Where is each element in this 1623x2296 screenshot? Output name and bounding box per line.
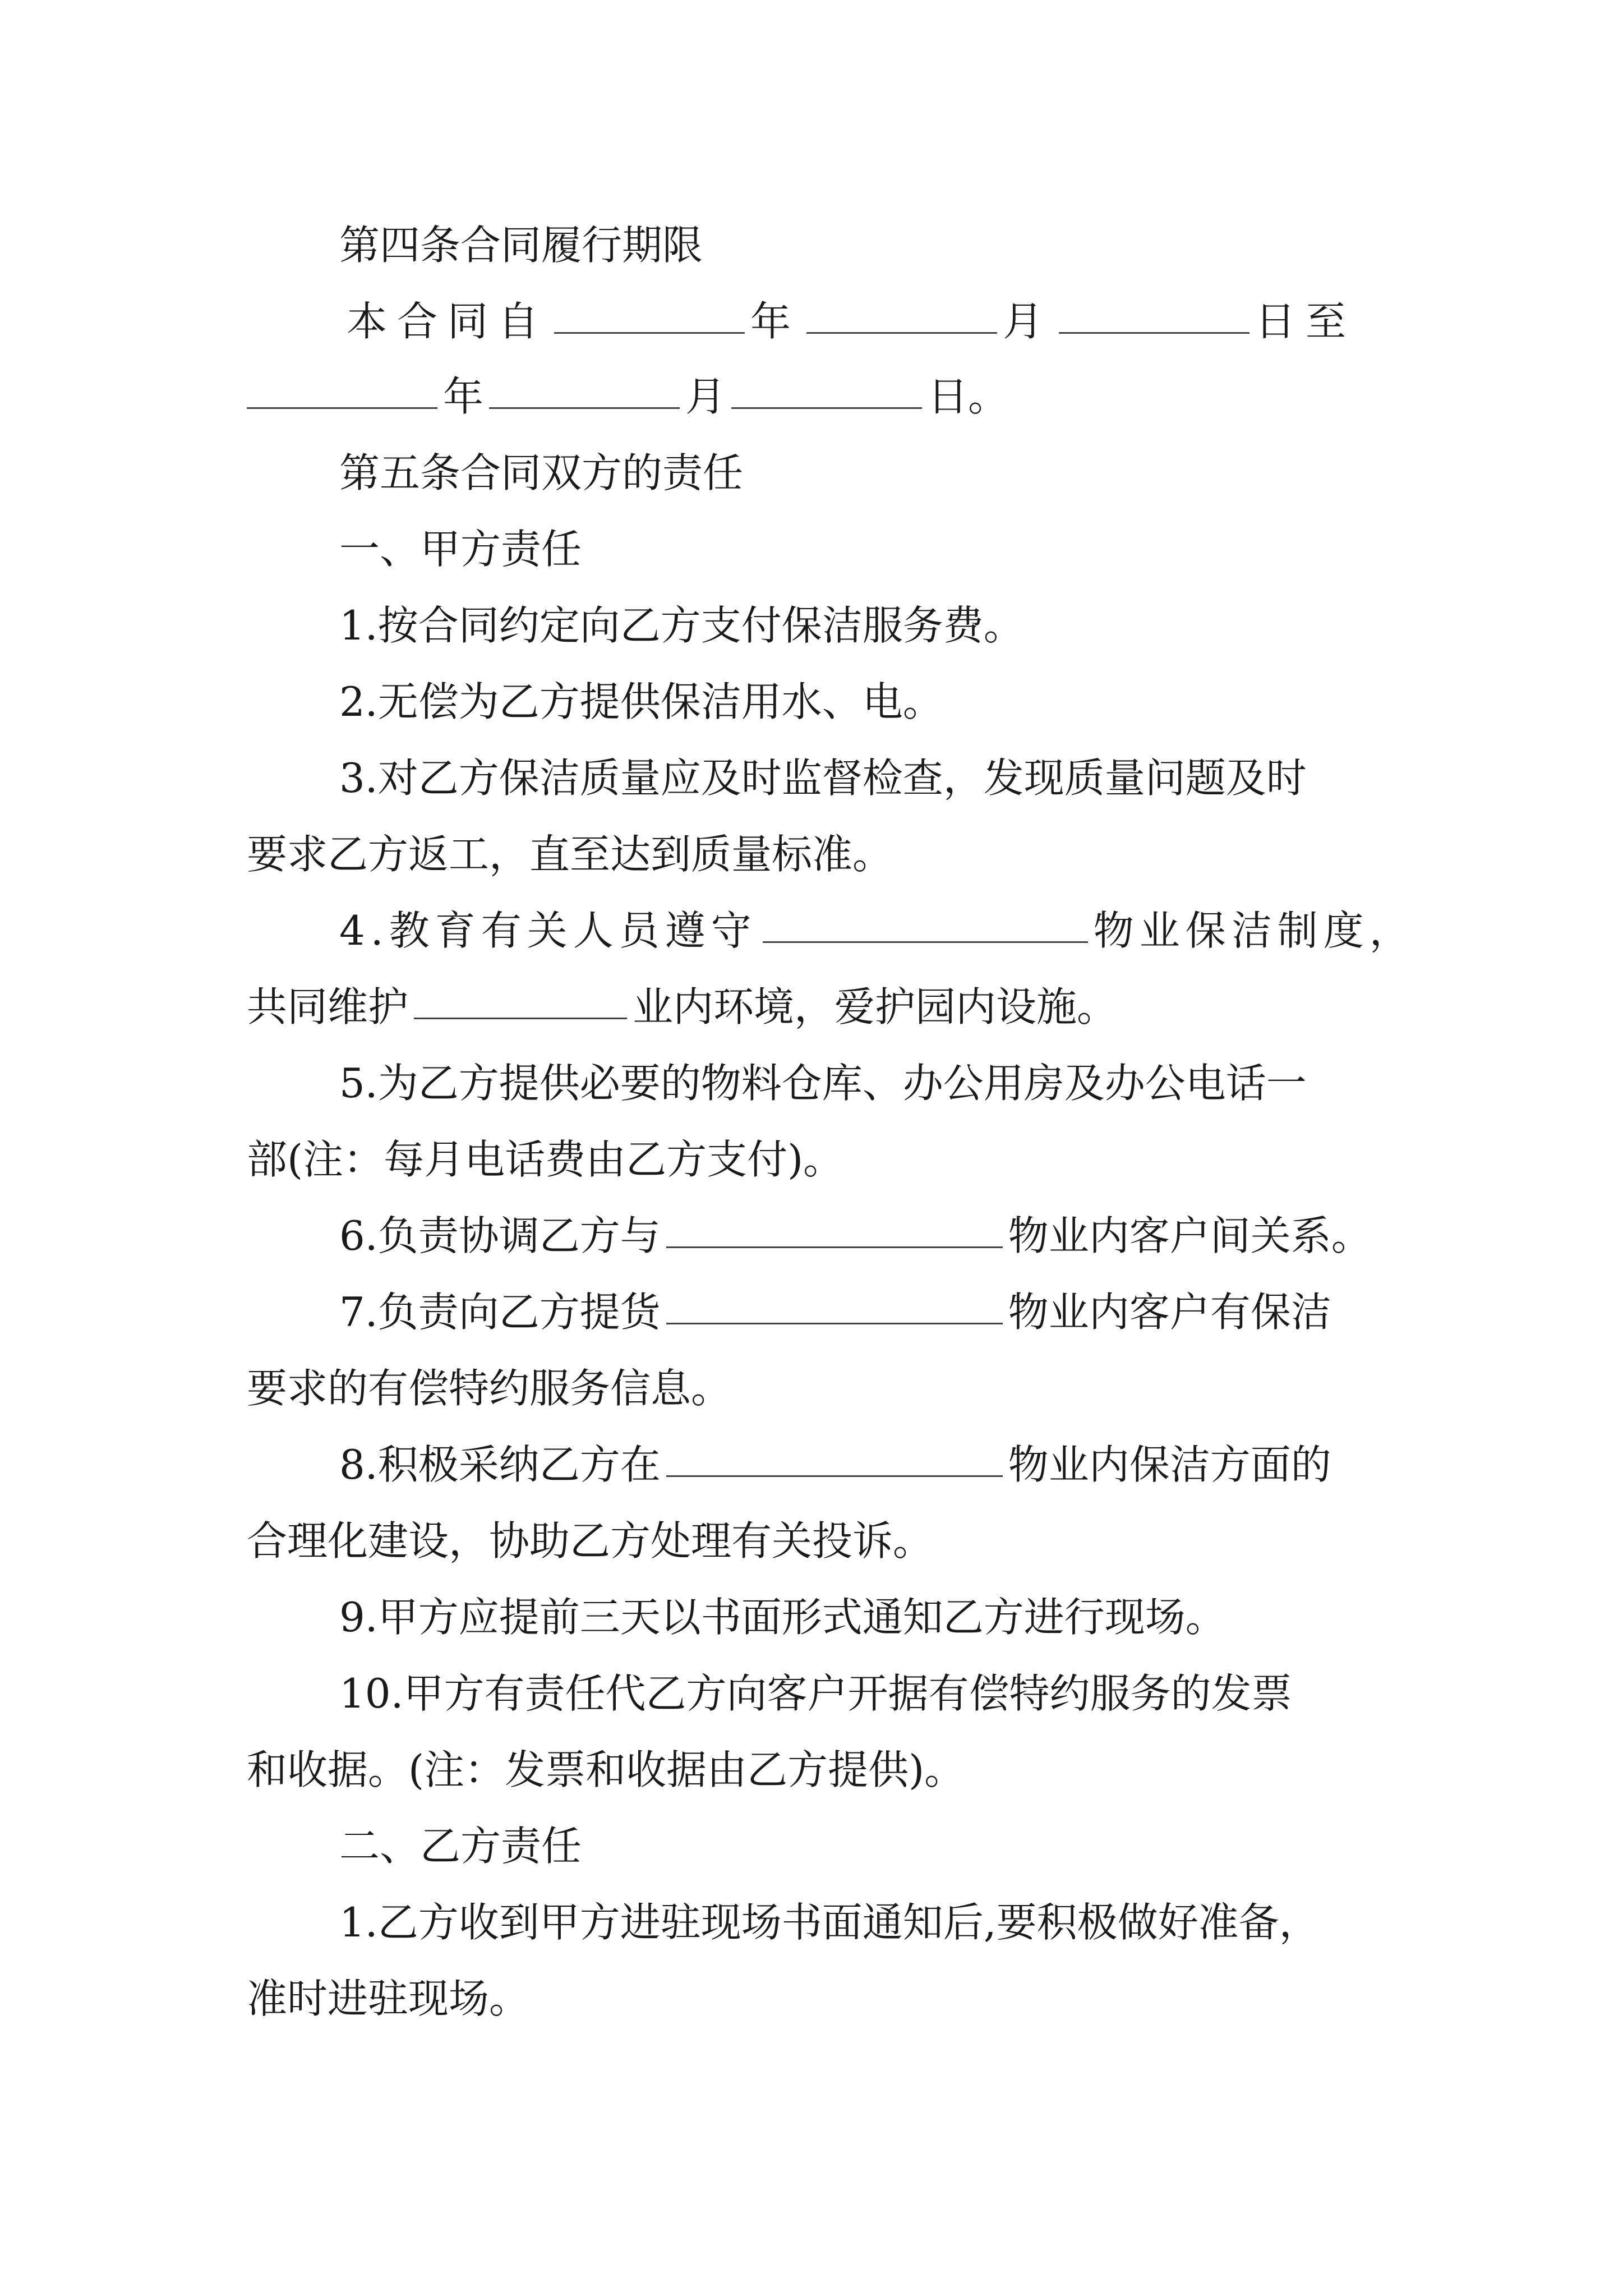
party-a-item-8-line-2 [0, 1510, 1623, 1572]
article-5-title [0, 442, 1623, 504]
party-a-item-1 [0, 595, 1623, 656]
party-a-item-2 [0, 671, 1623, 733]
party-b-title-text: 二、乙方责任 [339, 1823, 582, 1870]
party-a-item-4-text-1b: 物业保洁制度， [1093, 907, 1415, 954]
article-5-title-text: 第五条合同双方的责任 [339, 449, 744, 496]
start-day-blank [1059, 291, 1249, 334]
party-a-item-7-line-1 [0, 1281, 1623, 1343]
party-a-item-5-line-2 [0, 1129, 1623, 1190]
term-start-label: 本合同自 [347, 298, 549, 345]
party-a-item-7-line-2 [0, 1358, 1623, 1419]
party-a-item-1-text: 1.按合同约定向乙方支付保洁服务费。 [339, 602, 1024, 649]
property-name-blank [763, 900, 1088, 943]
party-a-item-7-text-1a: 7.负责向乙方提货 [339, 1289, 661, 1336]
start-month-blank [806, 291, 997, 334]
article-4-title-text: 第四条合同履行期限 [339, 222, 703, 269]
party-a-item-4-text-1a: 4.教育有关人员遵守 [339, 907, 757, 954]
end-day-blank [731, 366, 922, 409]
party-a-item-3-text-2: 要求乙方返工，直至达到质量标准。 [247, 831, 893, 878]
party-a-item-5-line-1 [0, 1052, 1623, 1114]
party-a-title [0, 518, 1623, 580]
party-a-item-3-line-2 [0, 823, 1623, 885]
year-label: 年 [750, 298, 801, 345]
article-4-line-1 [0, 291, 1623, 352]
party-a-item-8-text-2: 合理化建设，协助乙方处理有关投诉。 [247, 1517, 934, 1565]
end-month-blank [489, 366, 680, 409]
party-a-item-7-text-2: 要求的有偿特约服务信息。 [247, 1365, 732, 1412]
property-name-blank [414, 976, 627, 1019]
party-a-item-7-text-1b: 物业内客户有保洁 [1008, 1289, 1331, 1336]
property-name-blank [666, 1205, 1003, 1248]
article-4-title [0, 214, 1623, 276]
party-a-title-text: 一、甲方责任 [339, 526, 582, 573]
party-a-item-6-text-b: 物业内客户间关系。 [1008, 1212, 1372, 1259]
party-a-item-8-text-1b: 物业内保洁方面的 [1008, 1441, 1331, 1488]
month-label: 月 [1003, 298, 1054, 345]
year-label: 年 [443, 373, 484, 420]
property-name-blank [666, 1434, 1003, 1477]
party-b-item-1-line-2 [0, 1968, 1623, 2030]
start-year-blank [554, 291, 745, 334]
party-a-item-4-text-2b: 业内环境，爱护园内设施。 [633, 983, 1118, 1030]
party-a-item-5-text-1: 5.为乙方提供必要的物料仓库、办公用房及办公电话一 [339, 1060, 1307, 1107]
party-a-item-2-text: 2.无偿为乙方提供保洁用水、电。 [339, 678, 943, 725]
end-year-blank [247, 366, 437, 409]
party-a-item-4-line-1 [0, 900, 1623, 961]
party-a-item-9 [0, 1586, 1623, 1648]
party-a-item-4-line-2 [0, 976, 1623, 1038]
party-a-item-10-line-2 [0, 1739, 1623, 1801]
party-a-item-10-text-1: 10.甲方有责任代乙方向客户开据有偿特约服务的发票 [339, 1670, 1292, 1717]
month-label: 月 [685, 373, 726, 420]
day-label: 日。 [928, 373, 1009, 420]
party-a-item-9-text: 9.甲方应提前三天以书面形式通知乙方进行现场。 [339, 1594, 1226, 1641]
party-a-item-8-text-1a: 8.积极采纳乙方在 [339, 1441, 661, 1488]
party-a-item-6 [0, 1205, 1623, 1267]
party-a-item-4-text-2a: 共同维护 [247, 983, 409, 1030]
party-a-item-3-text-1: 3.对乙方保洁质量应及时监督检查，发现质量问题及时 [339, 754, 1307, 802]
party-a-item-8-line-1 [0, 1434, 1623, 1496]
party-b-title [0, 1815, 1623, 1877]
party-a-item-6-text-a: 6.负责协调乙方与 [339, 1212, 661, 1259]
article-4-line-2 [0, 366, 1623, 427]
party-b-item-1-text-1: 1.乙方收到甲方进驻现场书面通知后,要积极做好准备， [339, 1899, 1320, 1946]
party-a-item-3-line-1 [0, 747, 1623, 809]
party-b-item-1-line-1 [0, 1892, 1623, 1953]
day-to-label: 日至 [1255, 298, 1357, 345]
property-name-blank [666, 1281, 1003, 1324]
party-a-item-10-text-2: 和收据。(注：发票和收据由乙方提供)。 [247, 1746, 965, 1793]
party-b-item-1-text-2: 准时进驻现场。 [247, 1975, 530, 2022]
party-a-item-5-text-2: 部(注：每月电话费由乙方支付)。 [247, 1136, 844, 1183]
party-a-item-10-line-1 [0, 1663, 1623, 1724]
